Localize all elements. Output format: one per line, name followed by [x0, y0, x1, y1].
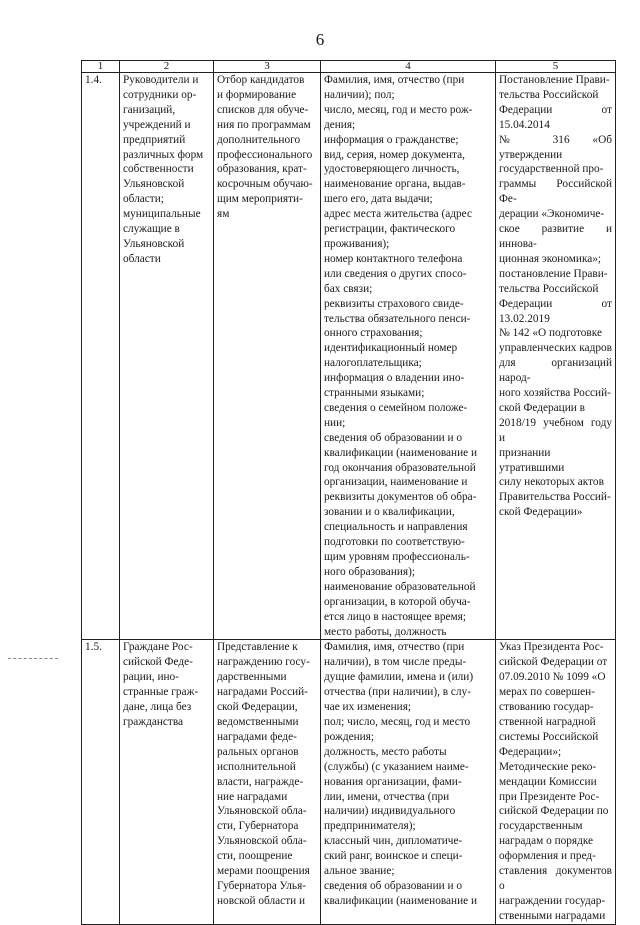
row-number: 1.4.: [82, 73, 120, 640]
table-header-row: [82, 61, 616, 73]
header-cell: 2: [120, 61, 214, 73]
subjects-cell: Граждане Рос- сийской Феде- рации, ино- странные граж- дане, лица без гражданства: [120, 640, 214, 924]
subjects-cell: Руководители и сотрудники ор- ганизаций, учреждений и предприятий различных форм собственности Ульяновской области; муниципальные служащие в Ульяновской области: [120, 73, 214, 640]
header-cell: 4: [321, 61, 496, 73]
personal-data-cell: Фамилия, имя, отчество (при наличии), в том числе преды- дущие фамилии, имена и (или) отчества (при наличии), в слу- чае их изменения; пол; число, месяц, год и место рождения; должность, место работы (службы) (с указанием наиме- нования организации, фами- лии, имени, отчества (при наличии) индивидуального предпринимателя); классный чин, дипломатиче- ский ранг, воинское и специ- альное звание; сведения об образовании и о квалификации (наименование и: [321, 640, 496, 924]
data-table: [81, 60, 616, 925]
header-cell: 5: [496, 61, 616, 73]
purpose-cell: Представление к награждению госу- дарственными наградами Россий- ской Федерации, ведомственными наградами феде- ральных органов исполнительной власти, награжде- ние наградами Ульяновской обла- сти, Губернатора Ульяновской обла- сти, поощрение мерами поощрения Губернатора Улья- новской области и: [214, 640, 321, 924]
page-number: 6: [315, 30, 325, 49]
legal-basis-cell: Указ Президента Рос- сийской Федерации от 07.09.2010 № 1099 «О мерах по совершен- ствованию государ- ственной наградной системы Российской Федерации»; Методические реко- мендации Комиссии при Президенте Рос- сийской Федерации по государственным наградам о порядке оформления и пред- ставления документов о награждении государ- ственными наградами: [496, 640, 616, 924]
table-row: [82, 640, 616, 924]
margin-mark: [8, 658, 58, 662]
row-number: 1.5.: [82, 640, 120, 924]
purpose-cell: Отбор кандидатов и формирование списков для обуче- ния по программам дополнительного профессионального образования, крат- косрочным обучаю- щим мероприяти- ям: [214, 73, 321, 640]
table-row: [82, 73, 616, 640]
legal-basis-cell: Постановление Прави- тельства Российской Федерации от 15.04.2014 № 316 «Об утверждении государственной про- граммы Российской Фе- дерации «Экономиче- ское развитие и иннова- ционная экономика»; постановление Прави- тельства Российской Федерации от 13.02.2019 № 142 «О подготовке управленческих кадров для организаций народ- ного хозяйства Россий- ской Федерации в 2018/19 учебном году и признании утратившими силу некоторых актов Правительства Россий- ской Федерации»: [496, 73, 616, 640]
header-cell: 3: [214, 61, 321, 73]
header-cell: 1: [82, 61, 120, 73]
personal-data-cell: Фамилия, имя, отчество (при наличии); пол; число, месяц, год и место рож- дения; информация о гражданстве; вид, серия, номер документа, удостоверяющего личность, наименование органа, выдав- шего его, дата выдачи; адрес места жительства (адрес регистрации, фактического проживания); номер контактного телефона или сведения о других спосо- бах связи; реквизиты страхового свиде- тельства обязательного пенси- онного страхования; идентификационный номер налогоплательщика; информация о владении ино- странными языками; сведения о семейном положе- нии; сведения об образовании и о квалификации (наименование и год окончания образовательной организации, наименование и реквизиты документов об обра- зовании и о квалификации, специальность и направления подготовки по соответствую- щим уровням профессиональ- ного образования); наименование образовательной организации, в которой обуча- ется лицо в настоящее время; место работы, должность: [321, 73, 496, 640]
